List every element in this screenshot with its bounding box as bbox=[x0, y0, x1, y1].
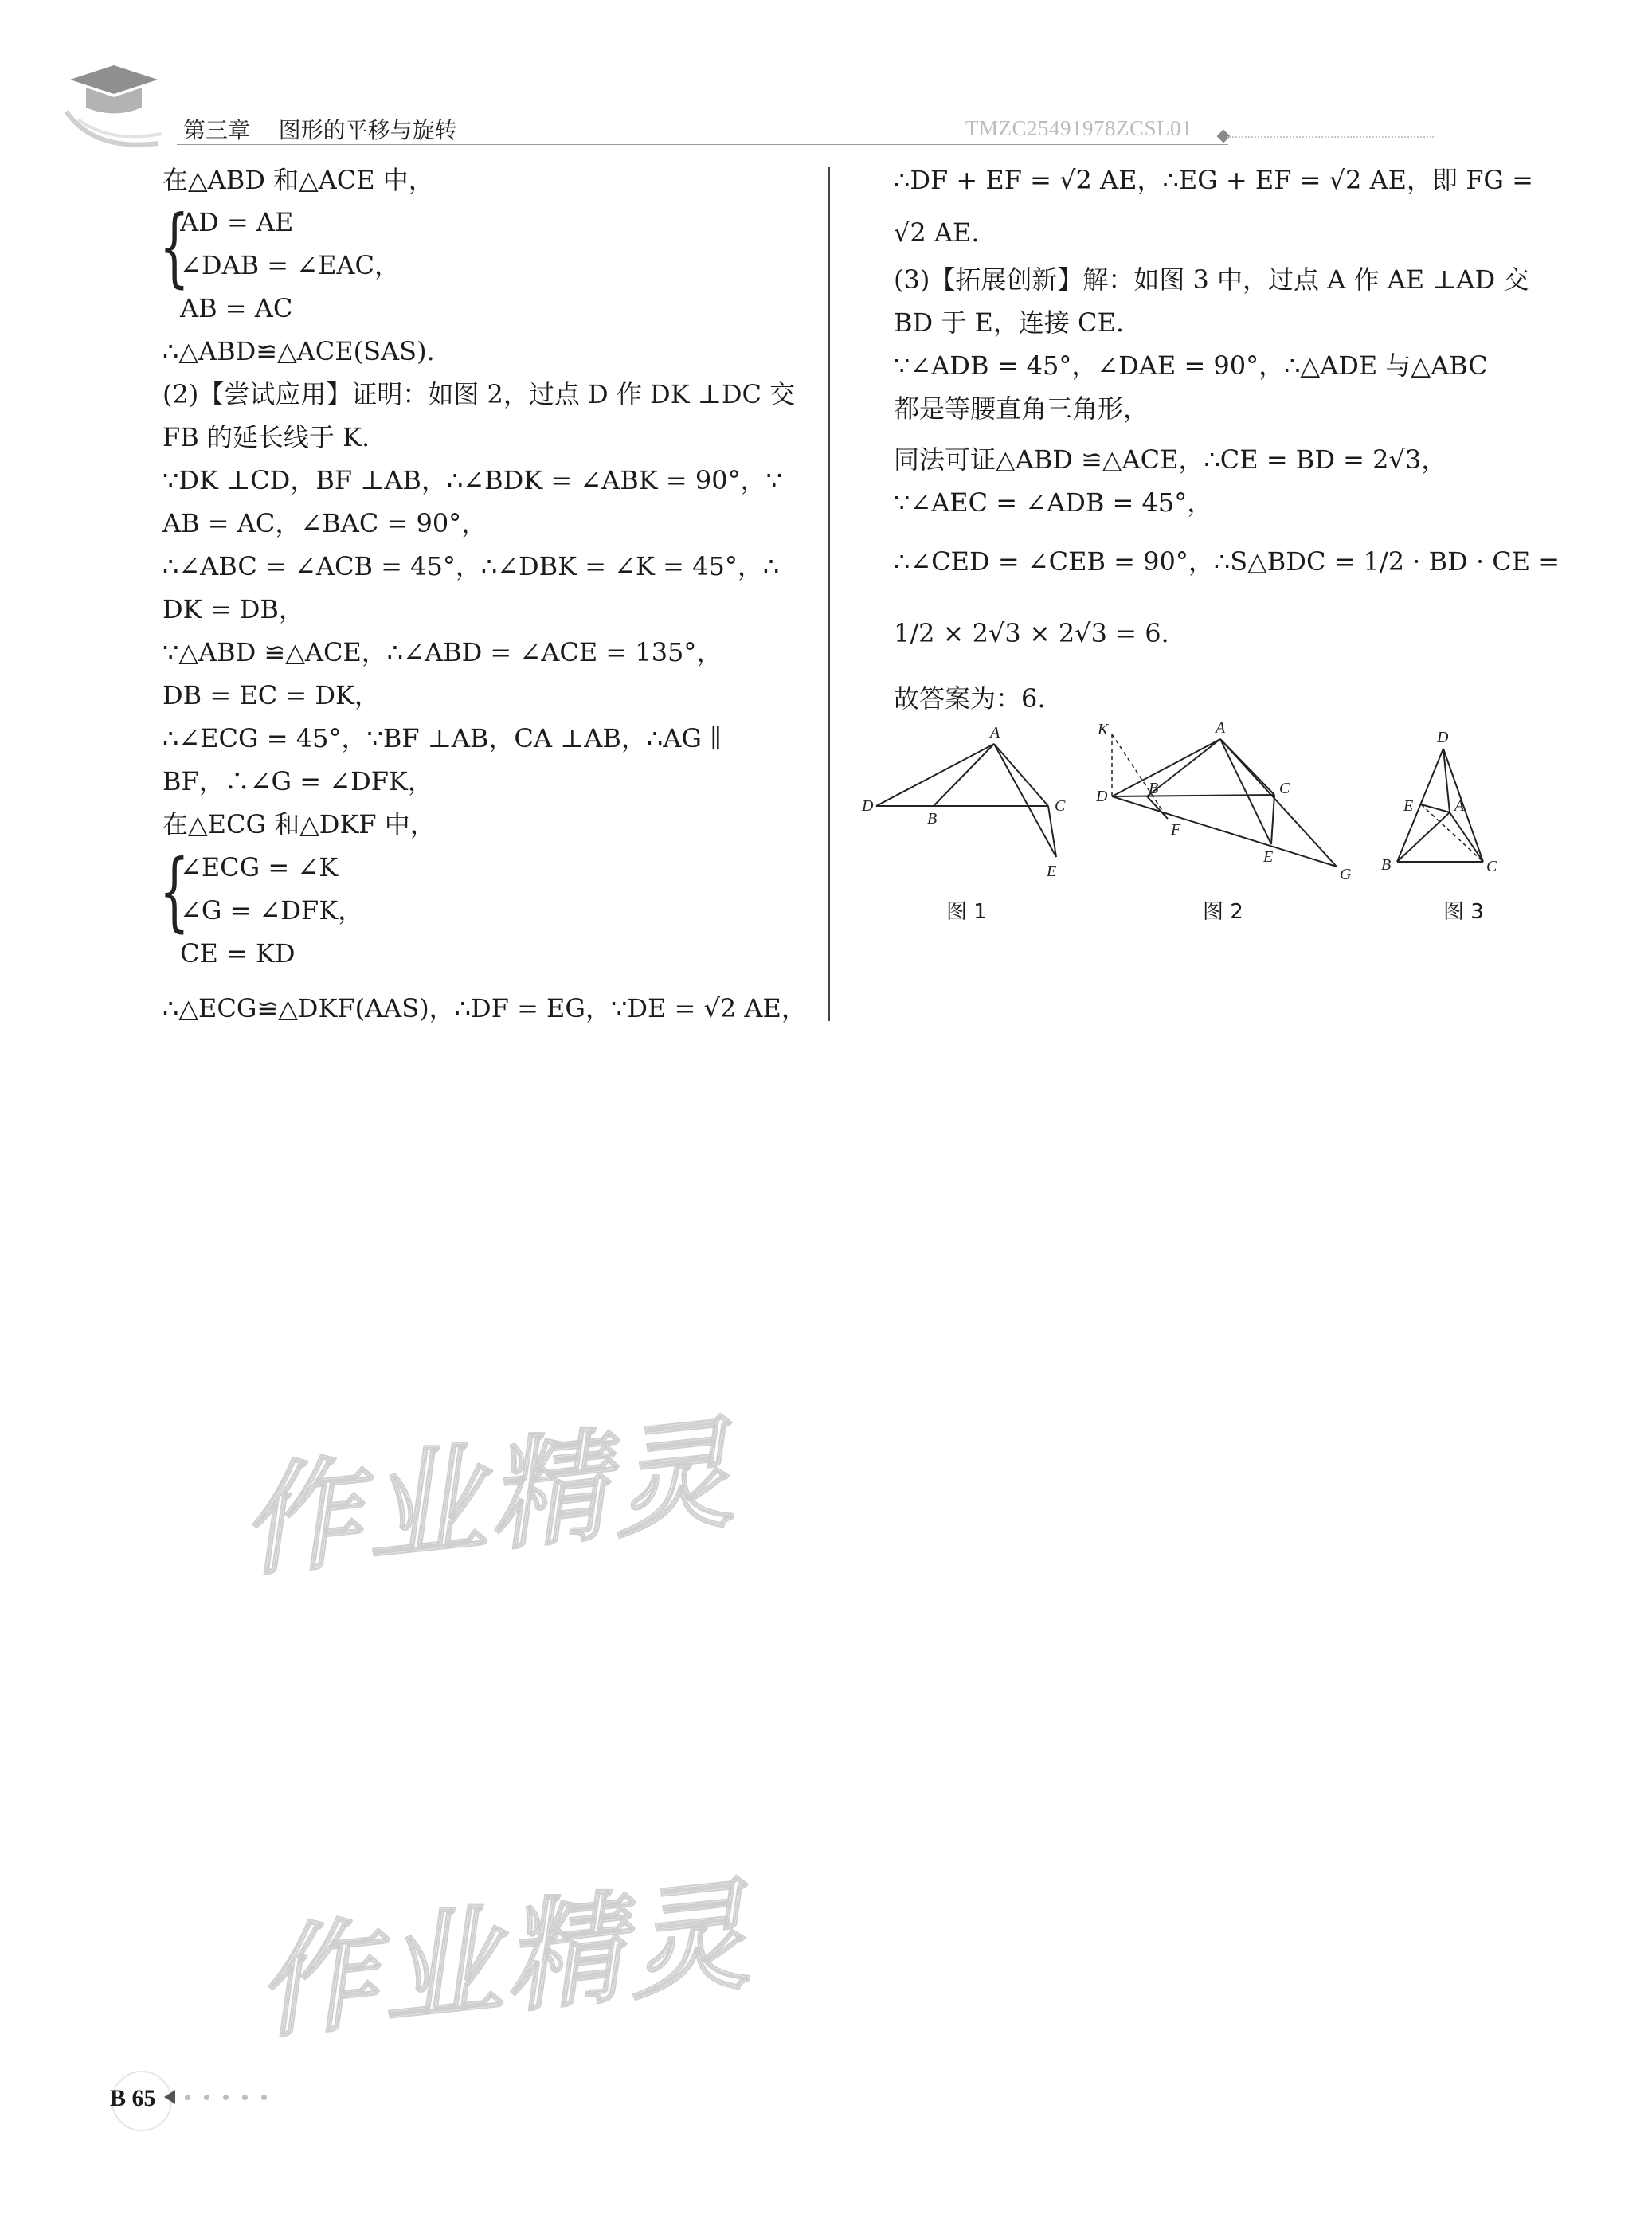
text-line: ∠G = ∠DFK， bbox=[180, 895, 364, 925]
fig1-label-a: A bbox=[990, 725, 1000, 741]
text-line: ∴∠CED = ∠CEB = 90°，∴S△BDC = 1/2 · BD · CE = bbox=[894, 546, 1560, 577]
page-dot-icon bbox=[223, 2095, 229, 2100]
system-brace: { bbox=[159, 842, 190, 941]
watermark: 作业精灵 bbox=[234, 1403, 743, 1594]
page-dot-icon bbox=[261, 2095, 267, 2100]
text-line: DK = DB， bbox=[162, 594, 304, 624]
text-line: ∠ECG = ∠K bbox=[180, 852, 339, 882]
header-rule bbox=[177, 144, 1228, 145]
text-line: BF，∴∠G = ∠DFK， bbox=[162, 766, 433, 796]
document-code: TMZC25491978ZCSL01 bbox=[965, 116, 1193, 140]
watermark: 作业精灵 bbox=[250, 1865, 759, 2056]
column-divider bbox=[828, 167, 830, 1021]
fig2-label-b: B bbox=[1149, 780, 1159, 797]
text-line: √2 AE. bbox=[894, 217, 980, 248]
fig2-label-f: F bbox=[1171, 821, 1181, 839]
graduation-cap-logo bbox=[62, 64, 166, 155]
text-line: 在△ECG 和△DKF 中， bbox=[162, 809, 436, 839]
text-line: BD 于 E，连接 CE. bbox=[894, 307, 1125, 338]
page-arrow-icon bbox=[164, 2090, 175, 2104]
fig3-label-c: C bbox=[1486, 858, 1497, 875]
page-number: B 65 bbox=[110, 2085, 156, 2111]
text-line: 故答案为：6. bbox=[894, 683, 1046, 714]
page-dot-icon bbox=[204, 2095, 209, 2100]
text-line: AB = AC bbox=[180, 293, 293, 323]
text-line: ∴△ECG≌△DKF(AAS)，∴DF = EG，∵DE = √2 AE， bbox=[162, 993, 807, 1023]
fig3-label-b: B bbox=[1381, 856, 1392, 874]
text-line: ∵∠ADB = 45°，∠DAE = 90°，∴△ADE 与△ABC bbox=[894, 350, 1488, 381]
text-line: 1/2 × 2√3 × 2√3 = 6. bbox=[894, 618, 1169, 648]
text-line: ∴∠ABC = ∠ACB = 45°，∴∠DBK = ∠K = 45°，∴ bbox=[162, 551, 780, 581]
text-line: DB = EC = DK， bbox=[162, 680, 380, 710]
page-dot-icon bbox=[185, 2095, 190, 2100]
fig2-label-d: D bbox=[1096, 788, 1108, 805]
text-line: ∠DAB = ∠EAC， bbox=[180, 250, 401, 280]
figure-3 bbox=[1370, 725, 1561, 884]
fig2-label-a: A bbox=[1216, 719, 1226, 737]
fig1-label-b: B bbox=[927, 810, 938, 828]
text-line: AD = AE bbox=[180, 207, 294, 237]
fig3-label-a: A bbox=[1454, 797, 1465, 815]
fig2-label-e: E bbox=[1263, 848, 1274, 866]
header-dotted-rule bbox=[1227, 136, 1434, 139]
text-line: ∴∠ECG = 45°，∵BF ⊥AB，CA ⊥AB，∴AG ∥ bbox=[162, 723, 722, 753]
fig2-label-c: C bbox=[1279, 780, 1290, 797]
text-line: CE = KD bbox=[180, 938, 296, 968]
figure-3-caption: 图 3 bbox=[1443, 900, 1484, 924]
chapter-topic: 图形的平移与旋转 bbox=[278, 117, 457, 143]
text-line: 都是等腰直角三角形， bbox=[894, 393, 1149, 424]
text-line: (2)【尝试应用】证明：如图 2，过点 D 作 DK ⊥DC 交 bbox=[162, 379, 796, 409]
fig3-label-e: E bbox=[1403, 797, 1414, 815]
fig3-label-d: D bbox=[1437, 729, 1449, 746]
fig1-label-d: D bbox=[862, 797, 874, 815]
text-line: ∴DF + EF = √2 AE，∴EG + EF = √2 AE，即 FG = bbox=[894, 165, 1533, 195]
text-line: 同法可证△ABD ≌△ACE，∴CE = BD = 2√3， bbox=[894, 444, 1447, 475]
fig1-label-e: E bbox=[1047, 863, 1057, 880]
figure-1-caption: 图 1 bbox=[946, 900, 987, 924]
system-brace: { bbox=[159, 198, 190, 297]
text-line: ∵DK ⊥CD，BF ⊥AB，∴∠BDK = ∠ABK = 90°，∵ bbox=[162, 465, 782, 495]
text-line: AB = AC，∠BAC = 90°， bbox=[162, 508, 487, 538]
page-dot-icon bbox=[242, 2095, 248, 2100]
text-line: ∵△ABD ≌△ACE，∴∠ABD = ∠ACE = 135°， bbox=[162, 637, 722, 667]
figure-1 bbox=[860, 725, 1099, 884]
chapter-label: 第三章 bbox=[183, 117, 251, 143]
text-line: ∴△ABD≌△ACE(SAS). bbox=[162, 336, 435, 366]
figure-2-caption: 图 2 bbox=[1203, 900, 1243, 924]
figure-2 bbox=[1083, 717, 1370, 892]
chapter-header bbox=[183, 113, 457, 145]
text-line: 在△ABD 和△ACE 中， bbox=[162, 165, 434, 195]
text-line: FB 的延长线于 K. bbox=[162, 422, 370, 452]
fig2-label-k: K bbox=[1098, 721, 1109, 738]
fig1-label-c: C bbox=[1055, 797, 1066, 815]
fig2-label-g: G bbox=[1340, 866, 1352, 883]
text-line: (3)【拓展创新】解：如图 3 中，过点 A 作 AE ⊥AD 交 bbox=[894, 264, 1529, 295]
text-line: ∵∠AEC = ∠ADB = 45°， bbox=[894, 487, 1213, 518]
